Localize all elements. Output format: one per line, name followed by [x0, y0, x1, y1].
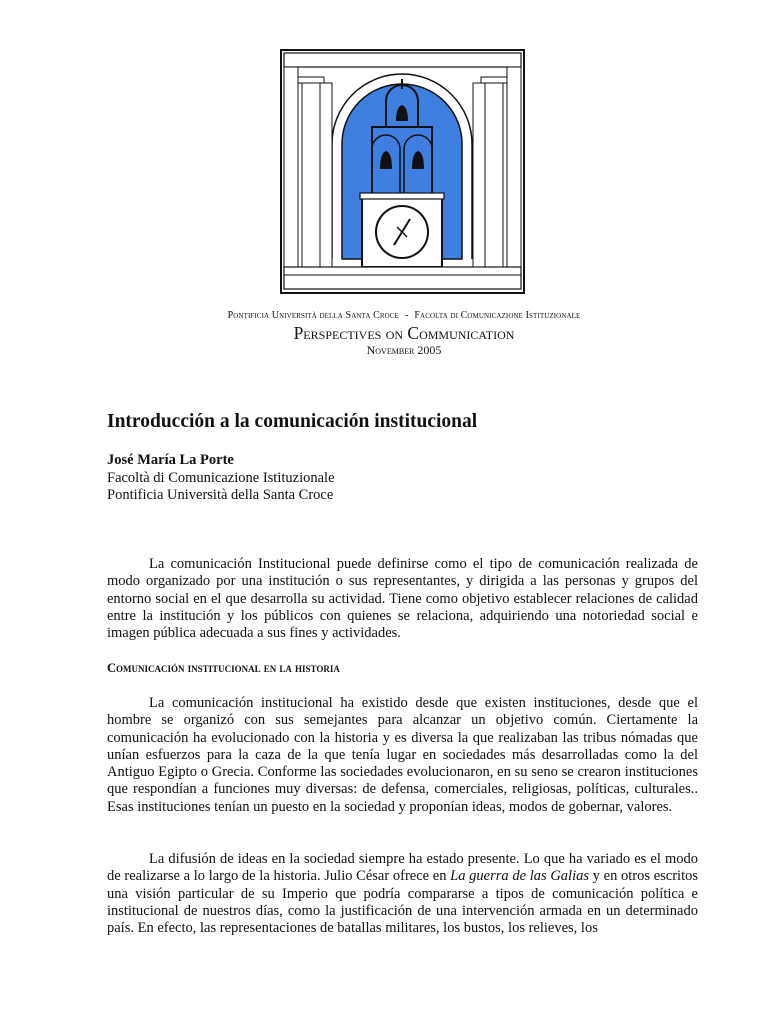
- institution-line: [0, 309, 768, 323]
- book-title-italic: La guerra de las Galias: [450, 868, 589, 885]
- article-title: Introducción a la comunicación institucional: [107, 411, 478, 432]
- paragraph-ideas: [107, 851, 698, 937]
- bell-tower-logo: [280, 49, 525, 294]
- author-name: José María La Porte: [107, 452, 234, 468]
- issue-date: November 2005: [366, 343, 442, 357]
- faculty-name: Facolta di Comunicazione Istituzionale: [414, 310, 581, 321]
- author-affiliation-faculty: Facoltà di Comunicazione Istituzionale: [107, 469, 335, 486]
- journal-header: [0, 309, 768, 357]
- author-block: [107, 452, 698, 505]
- author-affiliation-university: Pontificia Università della Santa Croce: [107, 487, 334, 503]
- paragraph-ideas-part-2: y en otros escritos una visión particular de su Imperio que podría compararse a tipos de comunicación política e institucional de nuestros días, como la justificación de una intervención armada en un determinado país. En efecto, las representaciones de batallas militares, los bustos, los relieves, los: [107, 868, 698, 937]
- paragraph-history: La comunicación institucional ha existido desde que existen instituciones, desde que el hombre se organizó con sus semejantes para alcanzar un objetivo común. Ciertamente la comunicación ha evolucionado con la historia y es diversa la que realizaban las tribus nómadas que unían esfuerzos para la caza de la que tenía lugar en sociedades más desarrolladas como la del Antiguo Egipto o Grecia. Conforme las sociedades evolucionaron, en su seno se crearon instituciones que respondían a funciones muy diversas: de defensa, comerciales, religiosas, políticas, culturales.. Esas instituciones tenían un puesto en la sociedad y proponían ideas, modos de gobernar, valores.: [107, 695, 698, 815]
- university-name: Pontificia Università della Santa Croce: [227, 310, 399, 321]
- bell-tower-icon: [280, 49, 525, 294]
- section-heading: Comunicación institucional en la historia: [107, 661, 340, 675]
- header-separator: -: [404, 310, 409, 321]
- paragraph-intro: La comunicación Institucional puede definirse como el tipo de comunicación realizada de modo organizado por una institución o sus representantes, y dirigida a las personas y grupos del entorno social en el que desarrolla su actividad. Tiene como objetivo establecer relaciones de calidad entre la institución y los públicos con quienes se relaciona, adquiriendo una notoriedad social e imagen pública adecuada a sus fines y actividades.: [107, 556, 698, 642]
- paragraph-ideas-part-1: La difusión de ideas en la sociedad siempre ha estado presente. Lo que ha variado es el modo de realizarse a lo largo de la historia. Julio César ofrece en: [107, 851, 698, 885]
- series-title: Perspectives on Communication: [293, 323, 515, 343]
